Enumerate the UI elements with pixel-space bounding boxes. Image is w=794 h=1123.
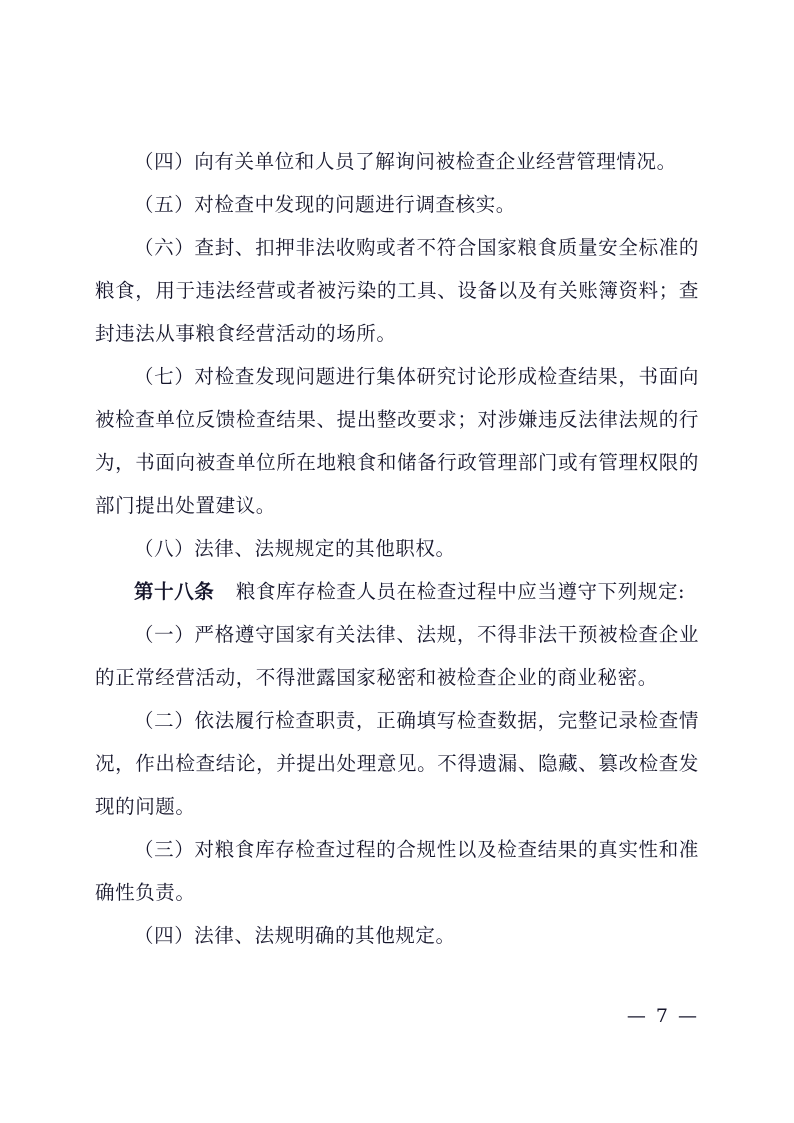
paragraph-item-7: （七）对检查发现问题进行集体研究讨论形成检查结果，书面向被检查单位反馈检查结果、提出整改要求；对涉嫌违反法律法规的行为，书面向被查单位所在地粮食和储备行政管理部门或有管理权限的部门提出处置建议。 bbox=[95, 365, 699, 517]
paragraph-item-4: （四）向有关单位和人员了解询问被检查企业经营管理情况。 bbox=[134, 150, 677, 173]
paragraph-item-8: （八）法律、法规规定的其他职权。 bbox=[134, 537, 456, 560]
document-body bbox=[95, 140, 699, 957]
paragraph-item-6: （六）查封、扣押非法收购或者不符合国家粮食质量安全标准的粮食，用于违法经营或者被污染的工具、设备以及有关账簿资料；查封违法从事粮食经营活动的场所。 bbox=[95, 236, 699, 345]
article-text: 粮食库存检查人员在检查过程中应当遵守下列规定: bbox=[235, 580, 686, 603]
page-number: — 7 — bbox=[626, 1005, 699, 1027]
article-heading: 第十八条 bbox=[134, 580, 215, 603]
rule-item-1: （一）严格遵守国家有关法律、法规，不得非法干预被检查企业的正常经营活动，不得泄露国家秘密和被检查企业的商业秘密。 bbox=[95, 623, 699, 689]
rule-item-2: （二）依法履行检查职责，正确填写检查数据，完整记录检查情况，作出检查结论，并提出处理意见。不得遗漏、隐藏、篡改检查发现的问题。 bbox=[95, 709, 699, 818]
rule-item-4: （四）法律、法规明确的其他规定。 bbox=[134, 924, 456, 947]
article-paragraph bbox=[95, 570, 699, 613]
rule-item-3: （三）对粮食库存检查过程的合规性以及检查结果的真实性和准确性负责。 bbox=[95, 838, 699, 904]
paragraph-item-5: （五）对检查中发现的问题进行调查核实。 bbox=[134, 193, 516, 216]
